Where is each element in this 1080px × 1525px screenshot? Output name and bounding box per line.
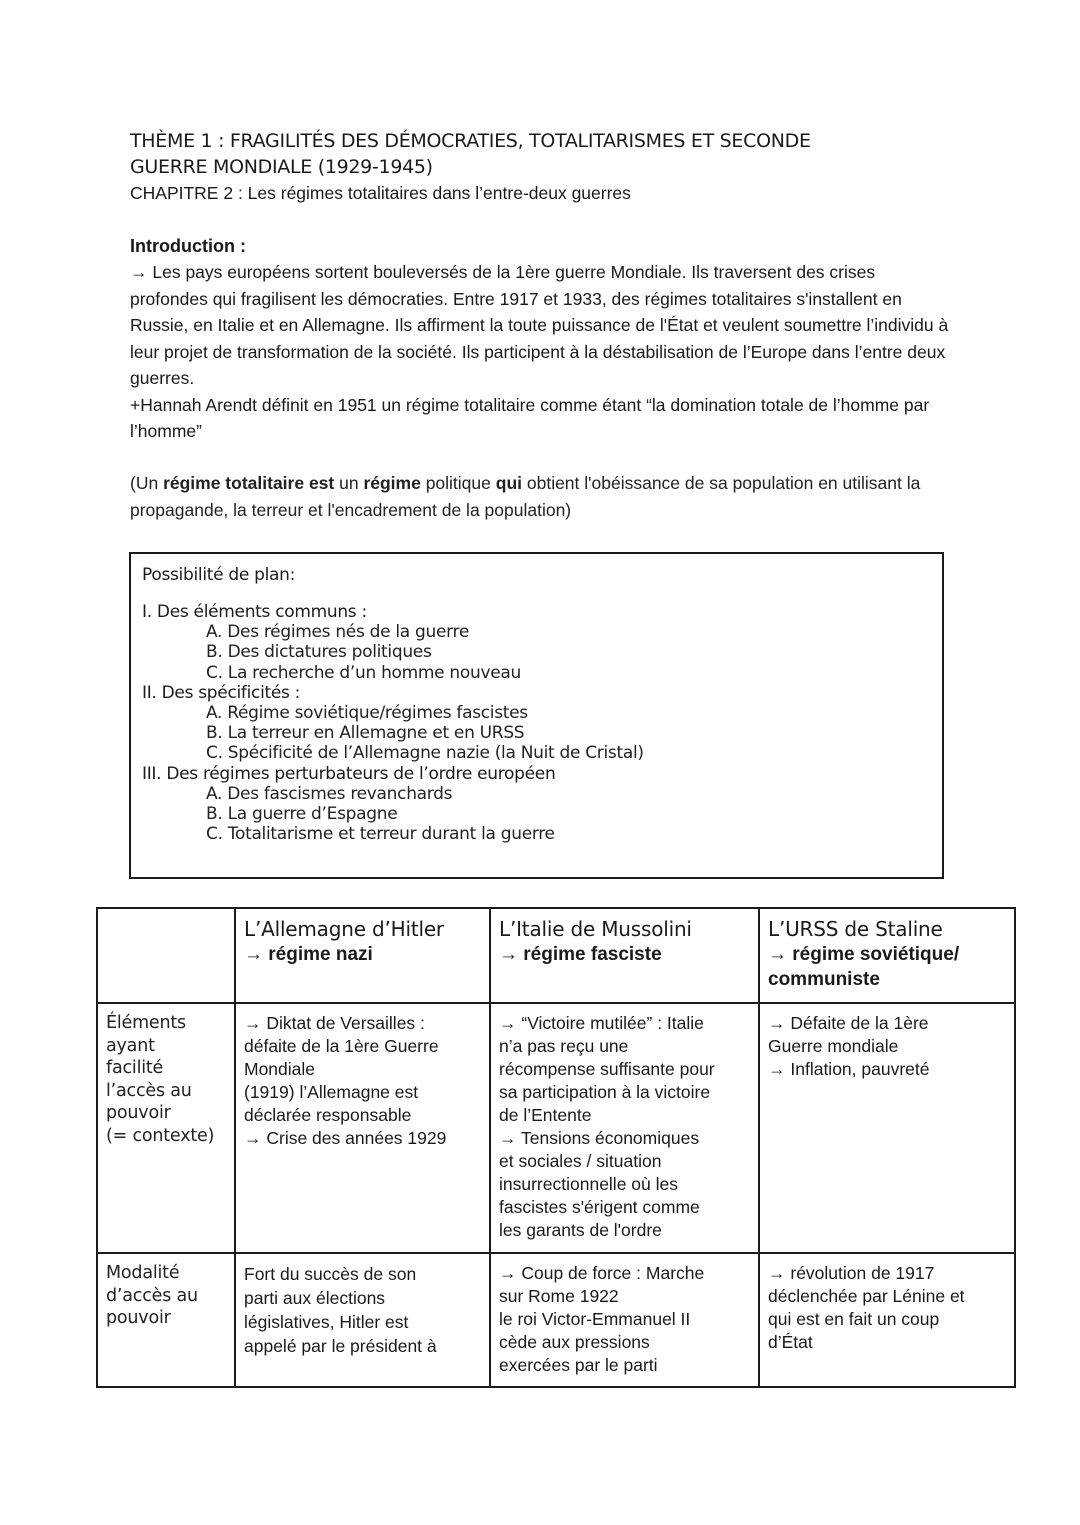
plan-subsection: B. Des dictatures politiques [206,642,432,663]
row-header-line: Éléments [106,1013,186,1033]
table-cell [235,1253,490,1387]
table-row [97,1253,1015,1387]
introduction-paragraph-2: +Hannah Arendt définit en 1951 un régime totalitaire comme étant “la domination totale de l’homme par l’homme” [130,394,930,441]
table-header-row [97,908,1015,1003]
theme-line-1: THÈME 1 : FRAGILITÉS DES DÉMOCRATIES, TOTALITARISMES ET SECONDE [130,130,811,152]
row-header-line: pouvoir [106,1103,171,1123]
plan-content [142,562,932,844]
plan-subsection: A. Des fascismes revanchards [206,783,453,804]
theme-heading [130,128,950,180]
row-header-line: (= contexte) [106,1125,215,1146]
plan-subsection: A. Régime soviétique/régimes fascistes [206,703,528,724]
column-subtitle: → régime fasciste [499,944,662,965]
table-cell-line: → Tensions économiques [499,1128,700,1148]
theme-line-2: GUERRE MONDIALE (1929-1945) [130,156,433,178]
plan-subsection: C. Totalitarisme et terreur durant la guerre [206,824,555,845]
table-cell-line: → Diktat de Versailles : [244,1013,425,1033]
chapter-heading: CHAPITRE 2 : Les régimes totalitaires dans l’entre-deux guerres [130,183,631,203]
plan-subsection: B. La guerre d’Espagne [206,804,398,825]
table-cell-line: exercées par le parti [499,1355,658,1375]
table-cell-line: d’État [768,1332,813,1352]
table-cell-line: les garants de l'ordre [499,1220,662,1240]
table-cell [759,1003,1015,1253]
definition-text: un [334,473,364,493]
row-header-line: l’accès au [106,1080,192,1101]
table-row [97,1003,1015,1253]
row-header [97,1003,235,1253]
table-cell-line: n’a pas reçu une [499,1036,629,1056]
column-header [490,908,759,1003]
table-cell-line: défaite de la 1ère Guerre [244,1036,439,1056]
plan-outline [142,602,932,844]
column-subtitle: communiste [768,969,880,990]
column-title: L’Italie de Mussolini [499,917,692,941]
row-header-line: pouvoir [106,1308,171,1328]
table-cell-line: sa participation à la victoire [499,1082,711,1102]
table-cell-line: sur Rome 1922 [499,1286,619,1306]
table-cell-line: déclarée responsable [244,1105,412,1125]
definition-paragraph [130,470,960,523]
column-header [759,908,1015,1003]
row-header-line: Modalité [106,1263,180,1283]
table-cell-line: parti aux élections [244,1288,386,1308]
column-subtitle: → régime nazi [244,944,373,965]
table-corner-cell [97,908,235,1003]
table-cell [490,1003,759,1253]
table-cell-line: législatives, Hitler est [244,1312,409,1332]
table-cell-line: insurrectionnelle où les [499,1174,678,1194]
table-cell-line: Fort du succès de son [244,1264,417,1284]
table-cell-line: → “Victoire mutilée” : Italie [499,1013,704,1033]
plan-subsection: C. Spécificité de l’Allemagne nazie (la Nuit de Cristal) [206,743,644,764]
plan-section: I. Des éléments communs : [142,602,367,622]
table-cell-line: → Crise des années 1929 [244,1128,447,1148]
row-header-line: ayant [106,1035,155,1056]
table-cell-line: cède aux pressions [499,1332,650,1352]
plan-section: II. Des spécificités : [142,682,301,703]
table-cell-line: → Coup de force : Marche [499,1263,705,1283]
definition-bold: régime totalitaire est [163,473,335,493]
definition-bold: régime [363,473,421,493]
table-cell-line: de l’Entente [499,1105,592,1125]
table-cell-line: → Défaite de la 1ère [768,1013,929,1033]
plan-subsection: C. La recherche d’un homme nouveau [206,662,521,683]
plan-box [129,552,944,879]
column-header [235,908,490,1003]
table-cell-line: → révolution de 1917 [768,1263,935,1283]
table-cell-line: Mondiale [244,1059,316,1079]
introduction-title: Introduction : [130,236,246,256]
table-cell [490,1253,759,1387]
table-cell-line: récompense suffisante pour [499,1059,715,1079]
table-cell-line: appelé par le président à [244,1336,437,1356]
table-cell-line: déclenchée par Lénine et [768,1286,965,1306]
table-cell-line: → Inflation, pauvreté [768,1059,930,1079]
table-cell-line: (1919) l’Allemagne est [244,1082,419,1102]
plan-title: Possibilité de plan: [142,565,296,585]
definition-text: (Un [130,473,164,493]
column-title: L’Allemagne d’Hitler [244,917,444,941]
introduction-body [130,259,950,445]
definition-bold: qui [495,473,522,493]
comparison-table [96,907,1016,1388]
column-subtitle: → régime soviétique/ [768,944,960,965]
table-cell-line: et sociales / situation [499,1151,662,1171]
table-cell-line: qui est en fait un coup [768,1309,940,1329]
introduction-paragraph-1: → Les pays européens sortent bouleversés de la 1ère guerre Mondiale. Ils traversent des crises profondes qui fragilisent les démocraties. Entre 1917 et 1933, des régimes totalitaires s'installent en Russie, en Italie et en Allemagne. Ils affirment la toute puissance de l'État et veulent soumettre l’individu à leur projet de transformation de la société. Ils participent à la déstabilisation de l’Europe dans l’entre deux guerres. [130,262,949,388]
row-header [97,1253,235,1387]
comparison-table-body [97,908,1015,1387]
table-cell [759,1253,1015,1387]
row-header-line: facilité [106,1058,164,1078]
column-title: L’URSS de Staline [768,917,943,941]
table-cell-line: fascistes s'érigent comme [499,1197,700,1217]
table-cell-line: le roi Victor-Emmanuel II [499,1309,691,1329]
plan-section: III. Des régimes perturbateurs de l’ordre européen [142,763,556,784]
row-header-line: d’accès au [106,1285,198,1306]
definition-text: politique [420,473,496,493]
plan-subsection: B. La terreur en Allemagne et en URSS [206,723,525,744]
definition-text: obtient l'obéissance de sa population en utilisant la propagande, la terreur et l'encadrement de la population) [130,473,921,520]
table-cell-line: Guerre mondiale [768,1036,899,1056]
plan-subsection: A. Des régimes nés de la guerre [206,622,469,643]
table-cell [235,1003,490,1253]
